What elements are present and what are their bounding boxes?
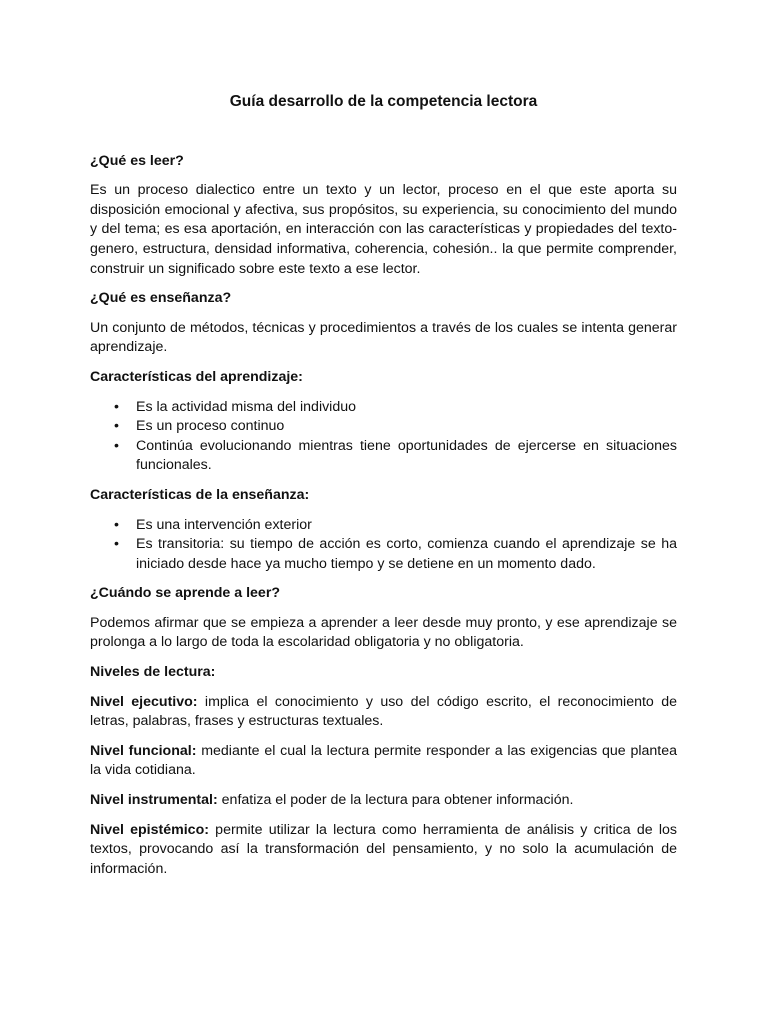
document-title: Guía desarrollo de la competencia lectora: [229, 93, 538, 110]
list-item: • Es transitoria: su tiempo de acción es corto, comienza cuando el aprendizaje se ha iniciado desde hace ya mucho tiempo y se detiene en un momento dado.: [114, 536, 677, 572]
bullet-icon: •: [114, 437, 119, 454]
heading-caracteristicas-ensenanza: Características de la enseñanza:: [90, 486, 310, 503]
paragraph-que-es-leer: Es un proceso dialectico entre un texto y un lector, proceso en el que este aporta su disposición emocional y afectiva, sus propósitos, su experiencia, su conocimiento del mundo y del tema; es esa aportación, en interacción con las características y propiedades del texto-genero, estructura, densidad informativa, coherencia, cohesión.. la que permite comprender, construir un significado sobre este texto a ese lector.: [90, 182, 677, 277]
bullet-icon: •: [114, 418, 119, 435]
list-item: • Es una intervención exterior: [90, 516, 677, 536]
heading-niveles-lectura: Niveles de lectura:: [90, 664, 216, 681]
list-caracteristicas-ensenanza: [90, 516, 677, 575]
heading-caracteristicas-aprendizaje: Características del aprendizaje:: [90, 368, 303, 385]
heading-que-es-leer: ¿Qué es leer?: [90, 152, 184, 169]
paragraph-que-es-ensenanza: Un conjunto de métodos, técnicas y procedimientos a través de los cuales se intenta generar aprendizaje.: [90, 319, 677, 356]
list-caracteristicas-aprendizaje: [90, 398, 677, 476]
paragraph-nivel-funcional: Nivel funcional: mediante el cual la lectura permite responder a las exigencias que plantea la vida cotidiana.: [90, 742, 677, 779]
bullet-icon: •: [114, 516, 119, 533]
list-item: • Es un proceso continuo: [90, 417, 677, 437]
paragraph-nivel-instrumental: Nivel instrumental: enfatiza el poder de la lectura para obtener información.: [90, 792, 574, 809]
bullet-icon: •: [114, 398, 119, 415]
heading-cuando-se-aprende: ¿Cuándo se aprende a leer?: [90, 585, 281, 602]
document-page: [90, 92, 677, 889]
list-item: • Continúa evolucionando mientras tiene oportunidades de ejercerse en situaciones funcionales.: [114, 437, 677, 474]
bullet-icon: •: [114, 536, 119, 553]
paragraph-cuando-se-aprende: Podemos afirmar que se empieza a aprender a leer desde muy pronto, y ese aprendizaje se prolonga a lo largo de toda la escolaridad obligatoria y no obligatoria.: [90, 614, 677, 651]
heading-que-es-ensenanza: ¿Qué es enseñanza?: [90, 290, 232, 307]
paragraph-nivel-epistemico: Nivel epistémico: permite utilizar la lectura como herramienta de análisis y critica de los textos, provocando así la transformación del pensamiento, y no solo la acumulación de información.: [90, 821, 677, 877]
list-item: • Es la actividad misma del individuo: [90, 398, 677, 418]
paragraph-nivel-ejecutivo: Nivel ejecutivo: implica el conocimiento y uso del código escrito, el reconocimiento de letras, palabras, frases y estructuras textuales.: [90, 693, 677, 730]
